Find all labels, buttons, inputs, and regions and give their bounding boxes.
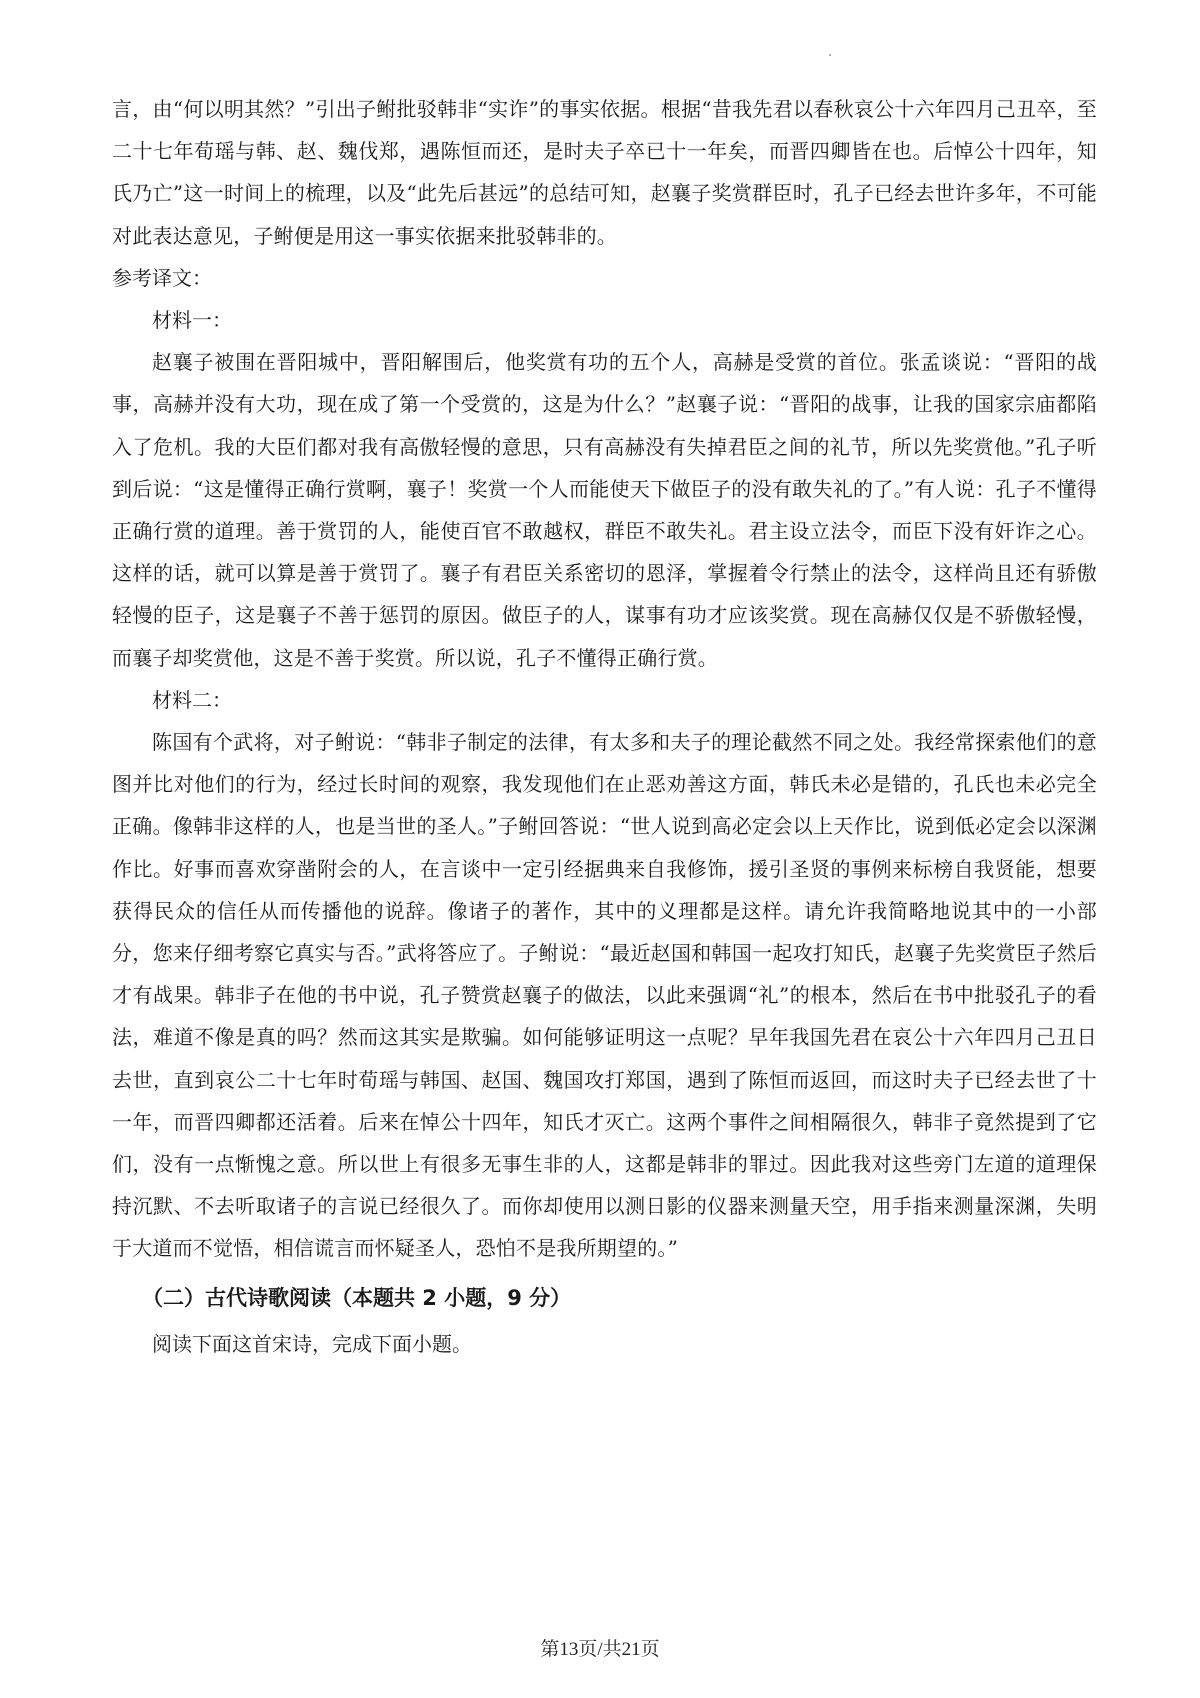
translation-heading: 参考译文： — [112, 265, 212, 290]
section-instruction: 阅读下面这首宋诗，完成下面小题。 — [152, 1331, 472, 1356]
material-one-label: 材料一： — [152, 308, 232, 333]
material-two-paragraph: 陈国有个武将，对子鲋说：“韩非子制定的法律，有太多和夫子的理论截然不同之处。我经常探索他们的意图并比对他们的行为，经过长时间的观察，我发现他们在止恶劝善这方面，韩氏未必是错的，孔氏也未必完全正确。像韩非这样的人，也是当世的圣人。”子鲋回答说：“世人说到高必定会以上天作比，说到低必定会以深渊作比。好事而喜欢穿凿附会的人，在言谈中一定引经据典来自我修饰，援引圣贤的事例来标榜自我贤能，想要获得民众的信任从而传播他的说辞。像诸子的著作，其中的义理都是这样。请允许我简略地说其中的一小部分，您来仔细考察它真实与否。”武将答应了。子鲋说：“最近赵国和韩国一起攻打知氏，赵襄子先奖赏臣子然后才有战果。韩非子在他的书中说，孔子赞赏赵襄子的做法，以此来强调“礼”的根本，然后在书中批驳孔子的看法，难道不像是真的吗？然而这其实是欺骗。如何能够证明这一点呢？早年我国先君在哀公十六年四月己丑日去世，直到哀公二十七年时荀瑶与韩国、赵国、魏国攻打郑国，遇到了陈恒而返回，而这时夫子已经去世了十一年，而晋四卿都还活着。后来在悼公十四年，知氏才灭亡。这两个事件之间相隔很久，韩非子竟然提到了它们，没有一点惭愧之意。所以世上有很多无事生非的人，这都是韩非的罪过。因此我对这些旁门左道的道理保持沉默、不去听取诸子的言说已经很久了。而你却使用以测日影的仪器来测量天空，用手指来测量深渊，失明于大道而不觉悟，相信谎言而怀疑圣人，恐怕不是我所期望的。” — [112, 730, 1097, 1261]
section-heading: （二）古代诗歌阅读（本题共 2 小题，9 分） — [142, 1285, 572, 1310]
material-two-label: 材料二： — [152, 687, 232, 712]
scan-speck — [829, 54, 831, 56]
page-number: 第13页/共21页 — [540, 1639, 660, 1660]
analysis-paragraph: 言，由“何以明其然？”引出子鲋批驳韩非“实诈”的事实依据。根据“昔我先君以春秋哀公十六年四月己丑卒，至二十七年荀瑶与韩、赵、魏伐郑，遇陈恒而还，是时夫子卒已十一年矣，而晋四卿皆在也。后悼公十四年，知氏乃亡”这一时间上的梳理，以及“此先后甚远”的总结可知，赵襄子奖赏群臣时，孔子已经去世许多年，不可能对此表达意见，子鲋便是用这一事实依据来批驳韩非的。 — [112, 97, 1097, 248]
material-one-paragraph: 赵襄子被围在晋阳城中，晋阳解围后，他奖赏有功的五个人，高赫是受赏的首位。张孟谈说：“晋阳的战事，高赫并没有大功，现在成了第一个受赏的，这是为什么？”赵襄子说：“晋阳的战事，让我的国家宗庙都陷入了危机。我的大臣们都对我有高傲轻慢的意思，只有高赫没有失掉君臣之间的礼节，所以先奖赏他。”孔子听到后说：“这是懂得正确行赏啊，襄子！奖赏一个人而能使天下做臣子的没有敢失礼的了。”有人说：孔子不懂得正确行赏的道理。善于赏罚的人，能使百官不敢越权，群臣不敢失礼。君主设立法令，而臣下没有奸诈之心。这样的话，就可以算是善于赏罚了。襄子有君臣关系密切的恩泽，掌握着令行禁止的法令，这样尚且还有骄傲轻慢的臣子，这是襄子不善于惩罚的原因。做臣子的人，谋事有功才应该奖赏。现在高赫仅仅是不骄傲轻慢，而襄子却奖赏他，这是不善于奖赏。所以说，孔子不懂得正确行赏。 — [112, 350, 1097, 670]
document-body — [112, 88, 1097, 1366]
